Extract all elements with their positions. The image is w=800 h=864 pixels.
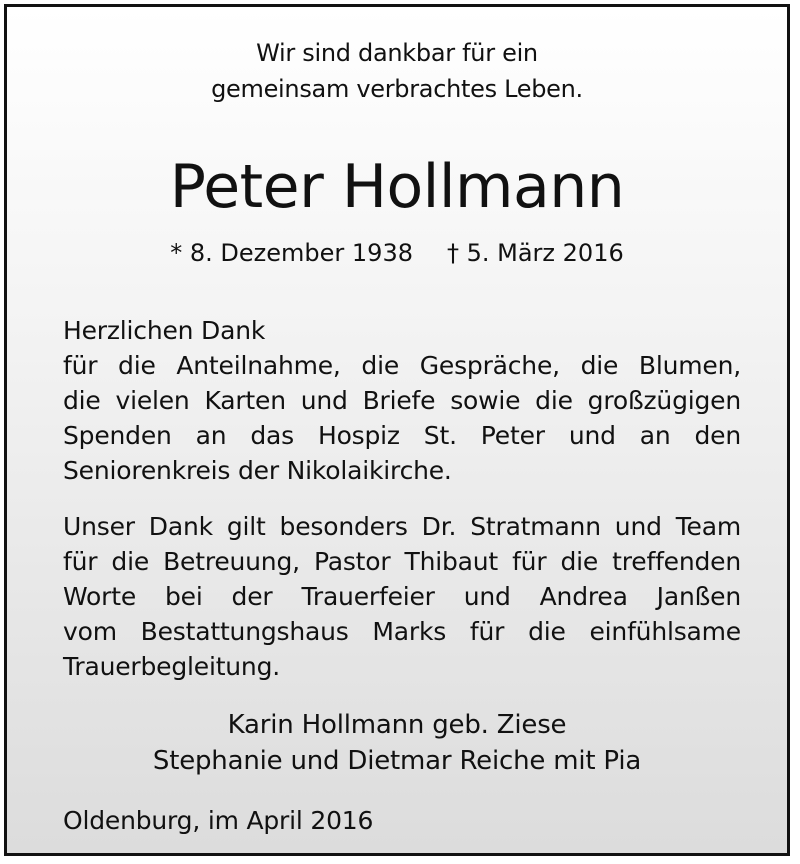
- motto: [7, 35, 787, 107]
- thanks-line: Herzlichen Dank: [63, 316, 266, 345]
- deceased-name: Peter Hollmann: [169, 152, 625, 222]
- life-dates: [7, 235, 787, 271]
- special-thanks-paragraph: [63, 509, 741, 684]
- obituary-card: [4, 4, 790, 856]
- birth-date: * 8. Dezember 1938: [170, 239, 413, 267]
- special-thanks-line: Worte bei der Trauerfeier und Andrea Janßen: [63, 582, 741, 611]
- place-and-date: Oldenburg, im April 2016: [63, 806, 374, 835]
- special-thanks-line: vom Bestattungshaus Marks für die einfühlsame: [63, 617, 741, 646]
- thanks-paragraph: [63, 313, 741, 488]
- motto-line-1: Wir sind dankbar für ein: [256, 39, 538, 67]
- special-thanks-line: Trauerbegleitung.: [63, 652, 280, 681]
- motto-line-2: gemeinsam verbrachtes Leben.: [211, 75, 583, 103]
- thanks-line: für die Anteilnahme, die Gespräche, die Blumen,: [63, 351, 741, 380]
- special-thanks-line: für die Betreuung, Pastor Thibaut für die treffenden: [63, 547, 741, 576]
- signer-line-2: Stephanie und Dietmar Reiche mit Pia: [152, 746, 642, 776]
- death-date: † 5. März 2016: [446, 239, 624, 267]
- thanks-line: Seniorenkreis der Nikolaikirche.: [63, 456, 452, 485]
- special-thanks-line: Unser Dank gilt besonders Dr. Stratmann und Team: [63, 512, 741, 541]
- signers: [7, 707, 787, 779]
- thanks-line: Spenden an das Hospiz St. Peter und an den: [63, 421, 741, 450]
- signer-line-1: Karin Hollmann geb. Ziese: [227, 710, 567, 740]
- thanks-line: die vielen Karten und Briefe sowie die großzügigen: [63, 386, 741, 415]
